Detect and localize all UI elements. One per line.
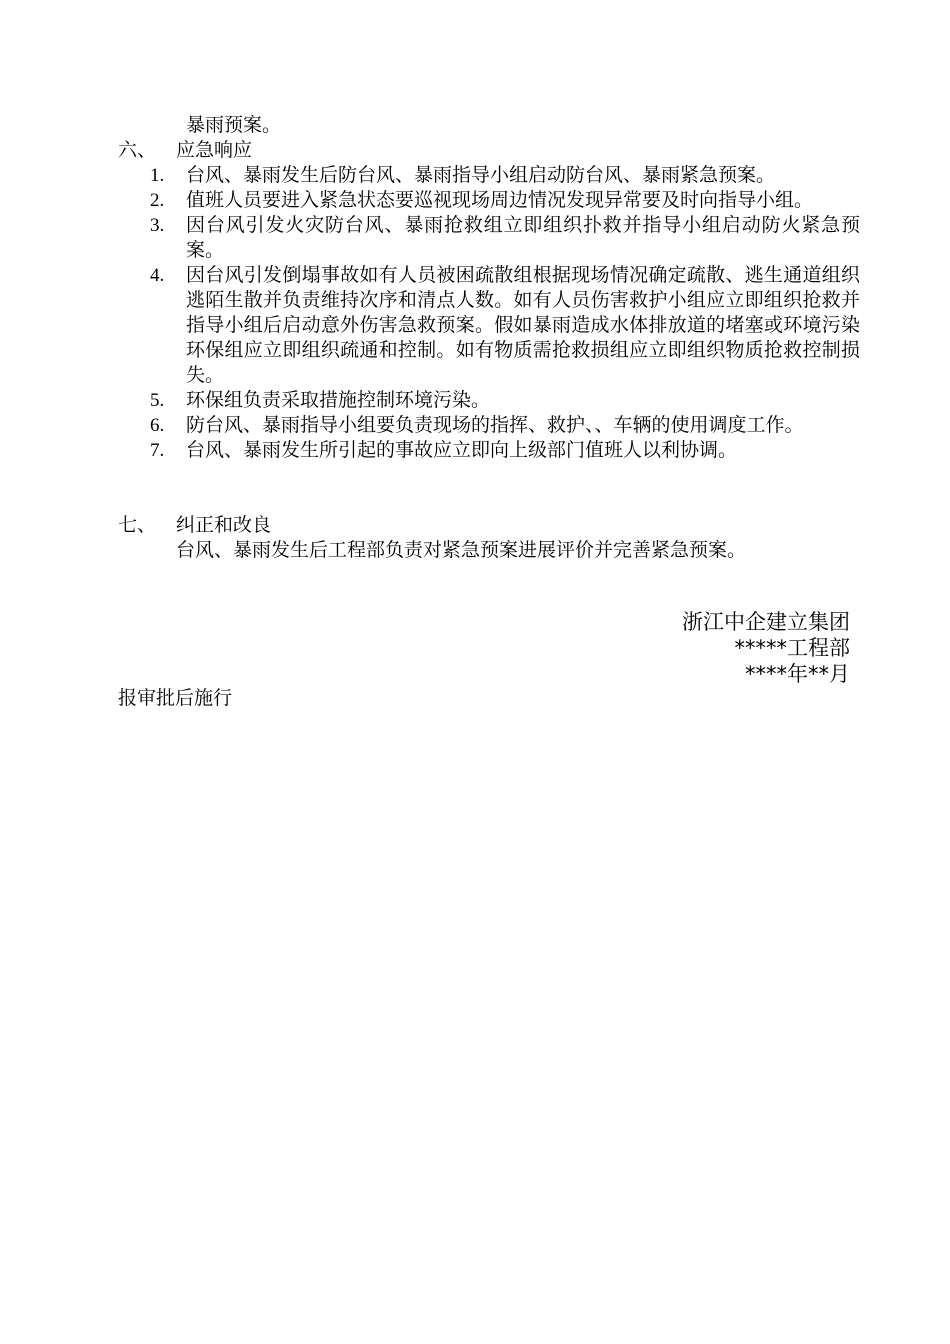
section-6-title: 应急响应 — [176, 139, 253, 161]
list-item-marker: 3. — [150, 215, 165, 236]
list-item-text: 值班人员要进入紧急状态要巡视现场周边情况发现异常要及时向指导小组。 — [186, 190, 814, 211]
list-item-marker: 4. — [150, 265, 165, 286]
approval-note: 报审批后施行 — [118, 688, 233, 709]
list-item-marker: 1. — [150, 165, 165, 186]
section-7-number: 七、 — [118, 514, 157, 536]
section-7-heading — [118, 513, 271, 538]
continuation-text: 暴雨预案。 — [186, 115, 282, 136]
signature-department: *****工程部 — [734, 636, 850, 660]
list-item — [150, 388, 860, 413]
section-7-title: 纠正和改良 — [176, 514, 272, 536]
list-item — [150, 213, 860, 263]
list-item-marker: 7. — [150, 440, 165, 461]
list-item-text: 因台风引发倒塌事故如有人员被困疏散组根据现场情况确定疏散、逃生通道组织逃陌生散并负责维持次序和清点人数。如有人员伤害救护小组应立即组织抢救并指导小组后启动意外伤害急救预案。假如暴雨造成水体排放道的堵塞或环境污染环保组应立即组织疏通和控制。如有物质需抢救损组应立即组织物质抢救控制损失。 — [186, 265, 860, 386]
list-item — [150, 163, 860, 188]
section-7-paragraph: 台风、暴雨发生后工程部负责对紧急预案进展评价并完善紧急预案。 — [176, 540, 747, 561]
list-item-text: 台风、暴雨发生后防台风、暴雨指导小组启动防台风、暴雨紧急预案。 — [186, 165, 776, 186]
signature-date: ****年**月 — [745, 662, 850, 686]
list-item-marker: 2. — [150, 190, 165, 211]
list-item-text: 防台风、暴雨指导小组要负责现场的指挥、救护、、车辆的使用调度工作。 — [186, 415, 804, 436]
signature-company: 浙江中企建立集团 — [682, 610, 850, 634]
list-item-text: 因台风引发火灾防台风、暴雨抢救组立即组织扑救并指导小组启动防火紧急预案。 — [186, 215, 860, 261]
list-item-text: 台风、暴雨发生所引起的事故应立即向上级部门值班人以利协调。 — [186, 440, 738, 461]
list-item — [150, 188, 860, 213]
list-item-text: 环保组负责采取措施控制环境污染。 — [186, 390, 491, 411]
signature-block — [682, 609, 850, 687]
list-item-marker: 5. — [150, 390, 165, 411]
emergency-response-list — [150, 163, 860, 463]
list-item — [150, 413, 860, 438]
section-6-number: 六、 — [118, 139, 157, 161]
list-item — [150, 438, 860, 463]
section-6-heading — [118, 138, 252, 163]
list-item-marker: 6. — [150, 415, 165, 436]
list-item — [150, 263, 860, 388]
